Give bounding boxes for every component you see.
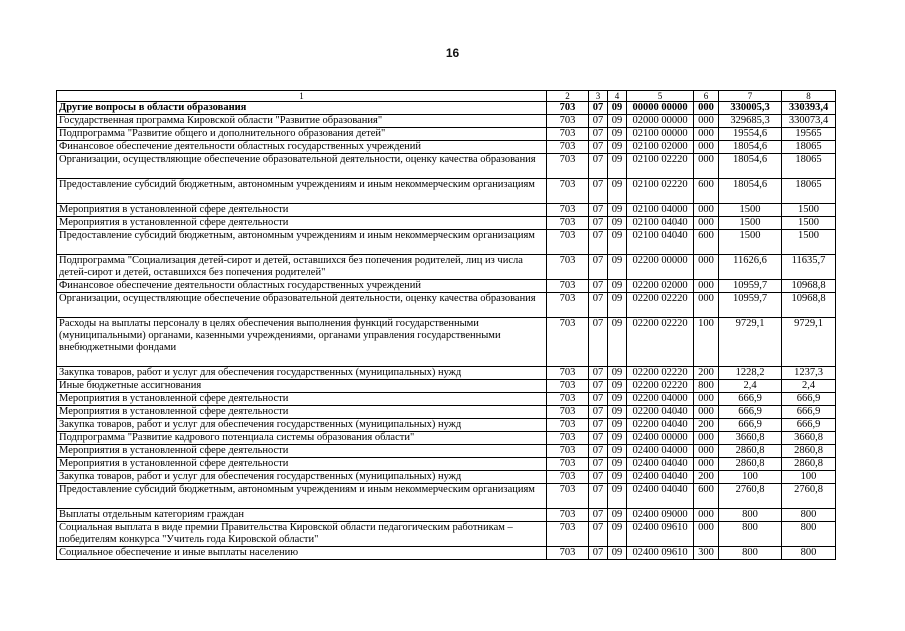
row-value-cell: 19565 — [782, 128, 836, 141]
row-name-cell: Финансовое обеспечение деятельности областных государственных учреждений — [57, 141, 547, 154]
row-name-cell: Подпрограмма "Развитие кадрового потенциала системы образования области" — [57, 432, 547, 445]
page-number: 16 — [445, 46, 460, 60]
table-row — [57, 102, 836, 115]
row-value-cell: 02400 09610 — [627, 522, 694, 547]
row-value-cell: 1500 — [782, 217, 836, 230]
row-value-cell: 666,9 — [782, 419, 836, 432]
table-row — [57, 393, 836, 406]
row-value-cell: 02400 04040 — [627, 458, 694, 471]
row-name-cell: Предоставление субсидий бюджетным, автономным учреждениям и иным некоммерческим организациям — [57, 484, 547, 509]
row-value-cell: 000 — [694, 154, 719, 179]
table-row — [57, 522, 836, 547]
row-value-cell: 07 — [589, 230, 608, 255]
row-value-cell: 07 — [589, 115, 608, 128]
row-name-cell: Мероприятия в установленной сфере деятельности — [57, 393, 547, 406]
row-value-cell: 703 — [547, 141, 589, 154]
table-row — [57, 217, 836, 230]
row-value-cell: 330393,4 — [782, 102, 836, 115]
row-value-cell: 07 — [589, 154, 608, 179]
row-value-cell: 1500 — [782, 204, 836, 217]
row-value-cell: 703 — [547, 255, 589, 280]
row-value-cell: 02200 02220 — [627, 293, 694, 318]
row-value-cell: 02100 02000 — [627, 141, 694, 154]
row-value-cell: 3660,8 — [782, 432, 836, 445]
row-value-cell: 703 — [547, 484, 589, 509]
row-value-cell: 07 — [589, 471, 608, 484]
row-value-cell: 10968,8 — [782, 293, 836, 318]
row-name-cell: Мероприятия в установленной сфере деятельности — [57, 406, 547, 419]
row-value-cell: 18054,6 — [719, 154, 782, 179]
row-value-cell: 2,4 — [782, 380, 836, 393]
row-value-cell: 3660,8 — [719, 432, 782, 445]
row-value-cell: 07 — [589, 293, 608, 318]
row-value-cell: 07 — [589, 255, 608, 280]
row-value-cell: 200 — [694, 419, 719, 432]
row-value-cell: 02200 02220 — [627, 367, 694, 380]
row-value-cell: 666,9 — [719, 406, 782, 419]
row-value-cell: 09 — [608, 509, 627, 522]
row-value-cell: 000 — [694, 432, 719, 445]
row-name-cell: Предоставление субсидий бюджетным, автономным учреждениям и иным некоммерческим организациям — [57, 230, 547, 255]
row-value-cell: 07 — [589, 179, 608, 204]
row-value-cell: 10959,7 — [719, 280, 782, 293]
row-name-cell: Закупка товаров, работ и услуг для обеспечения государственных (муниципальных) нужд — [57, 471, 547, 484]
row-value-cell: 000 — [694, 280, 719, 293]
header-cell: 6 — [694, 91, 719, 102]
table-row — [57, 419, 836, 432]
row-value-cell: 09 — [608, 255, 627, 280]
row-value-cell: 703 — [547, 458, 589, 471]
row-value-cell: 07 — [589, 217, 608, 230]
table-row — [57, 458, 836, 471]
row-value-cell: 09 — [608, 154, 627, 179]
row-value-cell: 666,9 — [719, 419, 782, 432]
header-cell: 3 — [589, 91, 608, 102]
row-value-cell: 666,9 — [782, 406, 836, 419]
row-value-cell: 800 — [782, 547, 836, 560]
row-value-cell: 09 — [608, 204, 627, 217]
row-value-cell: 800 — [782, 509, 836, 522]
row-name-cell: Подпрограмма "Социализация детей-сирот и детей, оставшихся без попечения родителей, лиц из числа детей-сирот и детей, оставшихся без попечения родителей" — [57, 255, 547, 280]
row-name-cell: Организации, осуществляющие обеспечение образовательной деятельности, оценку качества образования — [57, 293, 547, 318]
header-cell: 2 — [547, 91, 589, 102]
row-value-cell: 18054,6 — [719, 179, 782, 204]
row-value-cell: 07 — [589, 280, 608, 293]
row-value-cell: 2860,8 — [719, 458, 782, 471]
row-value-cell: 09 — [608, 293, 627, 318]
row-value-cell: 07 — [589, 102, 608, 115]
row-name-cell: Подпрограмма "Развитие общего и дополнительного образования детей" — [57, 128, 547, 141]
row-value-cell: 000 — [694, 115, 719, 128]
table-row — [57, 141, 836, 154]
row-value-cell: 703 — [547, 406, 589, 419]
row-value-cell: 09 — [608, 547, 627, 560]
row-value-cell: 18065 — [782, 141, 836, 154]
row-value-cell: 000 — [694, 393, 719, 406]
table-row — [57, 255, 836, 280]
row-value-cell: 703 — [547, 393, 589, 406]
row-name-cell: Мероприятия в установленной сфере деятельности — [57, 217, 547, 230]
row-name-cell: Социальное обеспечение и иные выплаты населению — [57, 547, 547, 560]
row-value-cell: 703 — [547, 509, 589, 522]
row-value-cell: 09 — [608, 230, 627, 255]
row-value-cell: 09 — [608, 471, 627, 484]
row-value-cell: 703 — [547, 432, 589, 445]
row-value-cell: 09 — [608, 406, 627, 419]
row-value-cell: 02400 09610 — [627, 547, 694, 560]
row-value-cell: 800 — [719, 522, 782, 547]
row-name-cell: Мероприятия в установленной сфере деятельности — [57, 445, 547, 458]
row-value-cell: 000 — [694, 293, 719, 318]
row-value-cell: 11626,6 — [719, 255, 782, 280]
row-name-cell: Расходы на выплаты персоналу в целях обеспечения выполнения функций государственными (муниципальными) органами, казенными учреждениями, органами управления государственными внебюджетными фондами — [57, 318, 547, 367]
row-value-cell: 000 — [694, 406, 719, 419]
row-value-cell: 02400 04000 — [627, 445, 694, 458]
row-value-cell: 07 — [589, 128, 608, 141]
row-value-cell: 600 — [694, 230, 719, 255]
row-value-cell: 07 — [589, 380, 608, 393]
row-name-cell: Организации, осуществляющие обеспечение образовательной деятельности, оценку качества образования — [57, 154, 547, 179]
table-row — [57, 318, 836, 367]
row-value-cell: 200 — [694, 367, 719, 380]
row-name-cell: Государственная программа Кировской области "Развитие образования" — [57, 115, 547, 128]
row-value-cell: 703 — [547, 115, 589, 128]
row-value-cell: 1500 — [719, 217, 782, 230]
row-value-cell: 07 — [589, 509, 608, 522]
table-row — [57, 230, 836, 255]
row-value-cell: 02400 04040 — [627, 484, 694, 509]
table-row — [57, 128, 836, 141]
row-value-cell: 18065 — [782, 154, 836, 179]
row-name-cell: Мероприятия в установленной сфере деятельности — [57, 458, 547, 471]
row-value-cell: 100 — [719, 471, 782, 484]
row-value-cell: 07 — [589, 406, 608, 419]
row-value-cell: 703 — [547, 280, 589, 293]
row-value-cell: 07 — [589, 522, 608, 547]
row-value-cell: 1228,2 — [719, 367, 782, 380]
row-value-cell: 1500 — [719, 204, 782, 217]
row-value-cell: 02200 02220 — [627, 380, 694, 393]
table-row — [57, 367, 836, 380]
row-value-cell: 703 — [547, 547, 589, 560]
row-value-cell: 330005,3 — [719, 102, 782, 115]
row-value-cell: 18065 — [782, 179, 836, 204]
row-value-cell: 703 — [547, 367, 589, 380]
row-value-cell: 02100 04040 — [627, 217, 694, 230]
row-value-cell: 1500 — [782, 230, 836, 255]
table-row — [57, 380, 836, 393]
row-value-cell: 000 — [694, 204, 719, 217]
table-row — [57, 509, 836, 522]
row-value-cell: 07 — [589, 547, 608, 560]
row-value-cell: 703 — [547, 380, 589, 393]
row-value-cell: 200 — [694, 471, 719, 484]
row-value-cell: 09 — [608, 445, 627, 458]
row-value-cell: 09 — [608, 115, 627, 128]
row-value-cell: 1237,3 — [782, 367, 836, 380]
row-value-cell: 703 — [547, 522, 589, 547]
row-value-cell: 07 — [589, 419, 608, 432]
table-row — [57, 280, 836, 293]
row-value-cell: 09 — [608, 432, 627, 445]
row-value-cell: 07 — [589, 367, 608, 380]
row-value-cell: 02100 02220 — [627, 154, 694, 179]
row-value-cell: 19554,6 — [719, 128, 782, 141]
row-value-cell: 02200 02220 — [627, 318, 694, 367]
row-value-cell: 666,9 — [782, 393, 836, 406]
row-value-cell: 07 — [589, 318, 608, 367]
row-value-cell: 09 — [608, 380, 627, 393]
row-value-cell: 09 — [608, 419, 627, 432]
row-value-cell: 2860,8 — [719, 445, 782, 458]
row-value-cell: 18054,6 — [719, 141, 782, 154]
row-value-cell: 2760,8 — [719, 484, 782, 509]
row-value-cell: 2860,8 — [782, 458, 836, 471]
table-row — [57, 484, 836, 509]
header-cell: 4 — [608, 91, 627, 102]
row-value-cell: 09 — [608, 393, 627, 406]
row-value-cell: 02100 00000 — [627, 128, 694, 141]
row-value-cell: 11635,7 — [782, 255, 836, 280]
row-value-cell: 000 — [694, 141, 719, 154]
row-value-cell: 600 — [694, 179, 719, 204]
row-value-cell: 02100 04000 — [627, 204, 694, 217]
table-row — [57, 204, 836, 217]
row-value-cell: 02000 00000 — [627, 115, 694, 128]
row-value-cell: 703 — [547, 445, 589, 458]
row-value-cell: 000 — [694, 458, 719, 471]
row-value-cell: 07 — [589, 141, 608, 154]
row-value-cell: 02400 00000 — [627, 432, 694, 445]
row-value-cell: 330073,4 — [782, 115, 836, 128]
row-value-cell: 703 — [547, 154, 589, 179]
row-value-cell: 703 — [547, 204, 589, 217]
row-value-cell: 09 — [608, 522, 627, 547]
row-value-cell: 2760,8 — [782, 484, 836, 509]
row-value-cell: 07 — [589, 393, 608, 406]
row-value-cell: 1500 — [719, 230, 782, 255]
row-value-cell: 300 — [694, 547, 719, 560]
row-value-cell: 9729,1 — [782, 318, 836, 367]
row-value-cell: 02400 09000 — [627, 509, 694, 522]
table-row — [57, 154, 836, 179]
row-value-cell: 000 — [694, 445, 719, 458]
table-row — [57, 406, 836, 419]
row-value-cell: 703 — [547, 102, 589, 115]
table-row — [57, 179, 836, 204]
row-value-cell: 09 — [608, 484, 627, 509]
row-value-cell: 02200 00000 — [627, 255, 694, 280]
row-value-cell: 09 — [608, 217, 627, 230]
row-name-cell: Предоставление субсидий бюджетным, автономным учреждениям и иным некоммерческим организациям — [57, 179, 547, 204]
table-row — [57, 445, 836, 458]
row-value-cell: 703 — [547, 179, 589, 204]
header-cell: 1 — [57, 91, 547, 102]
row-value-cell: 07 — [589, 484, 608, 509]
row-value-cell: 09 — [608, 318, 627, 367]
row-name-cell: Социальная выплата в виде премии Правительства Кировской области педагогическим работникам – победителям конкурса "Учитель года Кировской области" — [57, 522, 547, 547]
row-value-cell: 000 — [694, 255, 719, 280]
budget-table — [56, 90, 836, 560]
row-name-cell: Другие вопросы в области образования — [57, 102, 547, 115]
row-name-cell: Финансовое обеспечение деятельности областных государственных учреждений — [57, 280, 547, 293]
row-value-cell: 09 — [608, 367, 627, 380]
header-cell: 5 — [627, 91, 694, 102]
row-name-cell: Мероприятия в установленной сфере деятельности — [57, 204, 547, 217]
row-value-cell: 600 — [694, 484, 719, 509]
row-value-cell: 800 — [782, 522, 836, 547]
row-value-cell: 000 — [694, 217, 719, 230]
row-value-cell: 09 — [608, 458, 627, 471]
row-value-cell: 10968,8 — [782, 280, 836, 293]
row-value-cell: 9729,1 — [719, 318, 782, 367]
row-value-cell: 100 — [694, 318, 719, 367]
row-value-cell: 00000 00000 — [627, 102, 694, 115]
table-row — [57, 471, 836, 484]
row-value-cell: 800 — [719, 547, 782, 560]
row-value-cell: 02200 04040 — [627, 406, 694, 419]
row-value-cell: 703 — [547, 293, 589, 318]
row-value-cell: 800 — [694, 380, 719, 393]
row-value-cell: 703 — [547, 419, 589, 432]
table-row — [57, 432, 836, 445]
row-value-cell: 703 — [547, 230, 589, 255]
row-value-cell: 329685,3 — [719, 115, 782, 128]
row-name-cell: Иные бюджетные ассигнования — [57, 380, 547, 393]
row-value-cell: 000 — [694, 128, 719, 141]
row-name-cell: Закупка товаров, работ и услуг для обеспечения государственных (муниципальных) нужд — [57, 367, 547, 380]
row-value-cell: 09 — [608, 102, 627, 115]
row-value-cell: 703 — [547, 318, 589, 367]
row-value-cell: 703 — [547, 471, 589, 484]
row-value-cell: 07 — [589, 445, 608, 458]
row-value-cell: 703 — [547, 217, 589, 230]
row-value-cell: 02200 04040 — [627, 419, 694, 432]
table-row — [57, 115, 836, 128]
row-value-cell: 02100 04040 — [627, 230, 694, 255]
table-row — [57, 547, 836, 560]
table-row — [57, 293, 836, 318]
row-value-cell: 02200 04000 — [627, 393, 694, 406]
row-value-cell: 07 — [589, 458, 608, 471]
row-value-cell: 09 — [608, 141, 627, 154]
row-value-cell: 666,9 — [719, 393, 782, 406]
row-value-cell: 07 — [589, 204, 608, 217]
row-value-cell: 02100 02220 — [627, 179, 694, 204]
row-name-cell: Закупка товаров, работ и услуг для обеспечения государственных (муниципальных) нужд — [57, 419, 547, 432]
row-value-cell: 2,4 — [719, 380, 782, 393]
header-cell: 7 — [719, 91, 782, 102]
table-header-row — [57, 91, 836, 102]
row-name-cell: Выплаты отдельным категориям граждан — [57, 509, 547, 522]
row-value-cell: 100 — [782, 471, 836, 484]
row-value-cell: 000 — [694, 102, 719, 115]
row-value-cell: 02200 02000 — [627, 280, 694, 293]
row-value-cell: 703 — [547, 128, 589, 141]
row-value-cell: 07 — [589, 432, 608, 445]
row-value-cell: 02400 04040 — [627, 471, 694, 484]
row-value-cell: 000 — [694, 522, 719, 547]
row-value-cell: 10959,7 — [719, 293, 782, 318]
row-value-cell: 2860,8 — [782, 445, 836, 458]
row-value-cell: 09 — [608, 179, 627, 204]
row-value-cell: 09 — [608, 128, 627, 141]
row-value-cell: 09 — [608, 280, 627, 293]
header-cell: 8 — [782, 91, 836, 102]
row-value-cell: 000 — [694, 509, 719, 522]
row-value-cell: 800 — [719, 509, 782, 522]
